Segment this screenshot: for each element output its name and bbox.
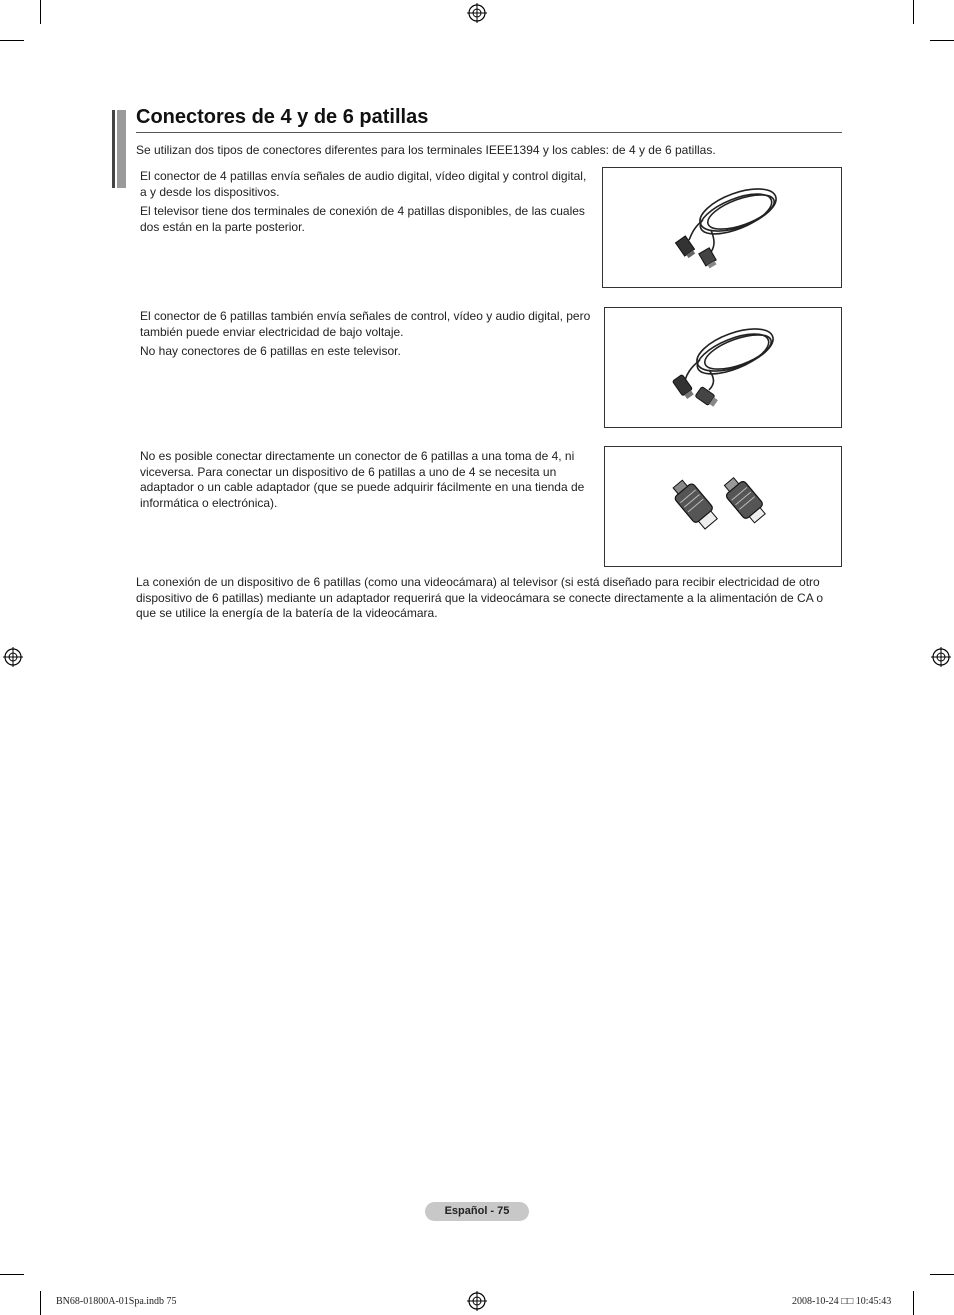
- footer-file-name: BN68-01800A-01Spa.indb 75: [56, 1296, 177, 1307]
- title-underline: [136, 132, 842, 133]
- section-adapter: [140, 449, 596, 515]
- footer-datetime: 2008-10-24 □□ 10:45:43: [792, 1296, 892, 1307]
- section-4-pin: [140, 169, 596, 239]
- registration-mark-icon: [931, 647, 951, 667]
- registration-mark-icon: [467, 3, 487, 23]
- 4-pin-cable-icon: [603, 168, 841, 287]
- 6-pin-cable-icon: [605, 308, 841, 427]
- adapter-icon: [605, 447, 841, 566]
- figure-4-pin-cable: [602, 167, 842, 288]
- title-accent-bars: [112, 110, 126, 188]
- section-paragraph: No hay conectores de 6 patillas en este televisor.: [140, 344, 401, 358]
- section-paragraph: No es posible conectar directamente un conector de 6 patillas a una toma de 4, ni viceversa. Para conectar un dispositivo de 6 patillas a uno de 4 se necesita un adaptador o un cable adaptador (que se puede adquirir fácilmente en una tienda de informática o electrónica).: [140, 449, 585, 510]
- crop-mark: [930, 40, 954, 41]
- page-number: Español - 75: [425, 1202, 529, 1221]
- section-paragraph: El televisor tiene dos terminales de conexión de 4 patillas disponibles, de las cuales dos están en la parte posterior.: [140, 204, 585, 234]
- crop-mark: [913, 1291, 914, 1315]
- registration-mark-icon: [467, 1291, 487, 1311]
- crop-mark: [913, 0, 914, 24]
- page-title: Conectores de 4 y de 6 patillas: [136, 106, 429, 128]
- crop-mark: [930, 1274, 954, 1275]
- crop-mark: [40, 1291, 41, 1315]
- figure-adapter: [604, 446, 842, 567]
- section-paragraph: El conector de 6 patillas también envía señales de control, vídeo y audio digital, pero también puede enviar electricidad de bajo voltaje.: [140, 309, 591, 339]
- section-paragraph: El conector de 4 patillas envía señales de audio digital, vídeo digital y control digital, a y desde los dispositivos.: [140, 169, 587, 199]
- crop-mark: [0, 40, 24, 41]
- registration-mark-icon: [3, 647, 23, 667]
- crop-mark: [0, 1274, 24, 1275]
- intro-text: Se utilizan dos tipos de conectores diferentes para los terminales IEEE1394 y los cables: de 4 y de 6 patillas.: [136, 143, 716, 157]
- section-6-pin: [140, 309, 596, 364]
- crop-mark: [40, 0, 41, 24]
- figure-6-pin-cable: [604, 307, 842, 428]
- closing-text: La conexión de un dispositivo de 6 patillas (como una videocámara) al televisor (si está diseñado para recibir electricidad de otro dispositivo de 6 patillas) mediante un adaptador requerirá que la videocámara se conecte directamente a la alimentación de CA o que se utilice la energía de la batería de la videocámara.: [136, 575, 824, 620]
